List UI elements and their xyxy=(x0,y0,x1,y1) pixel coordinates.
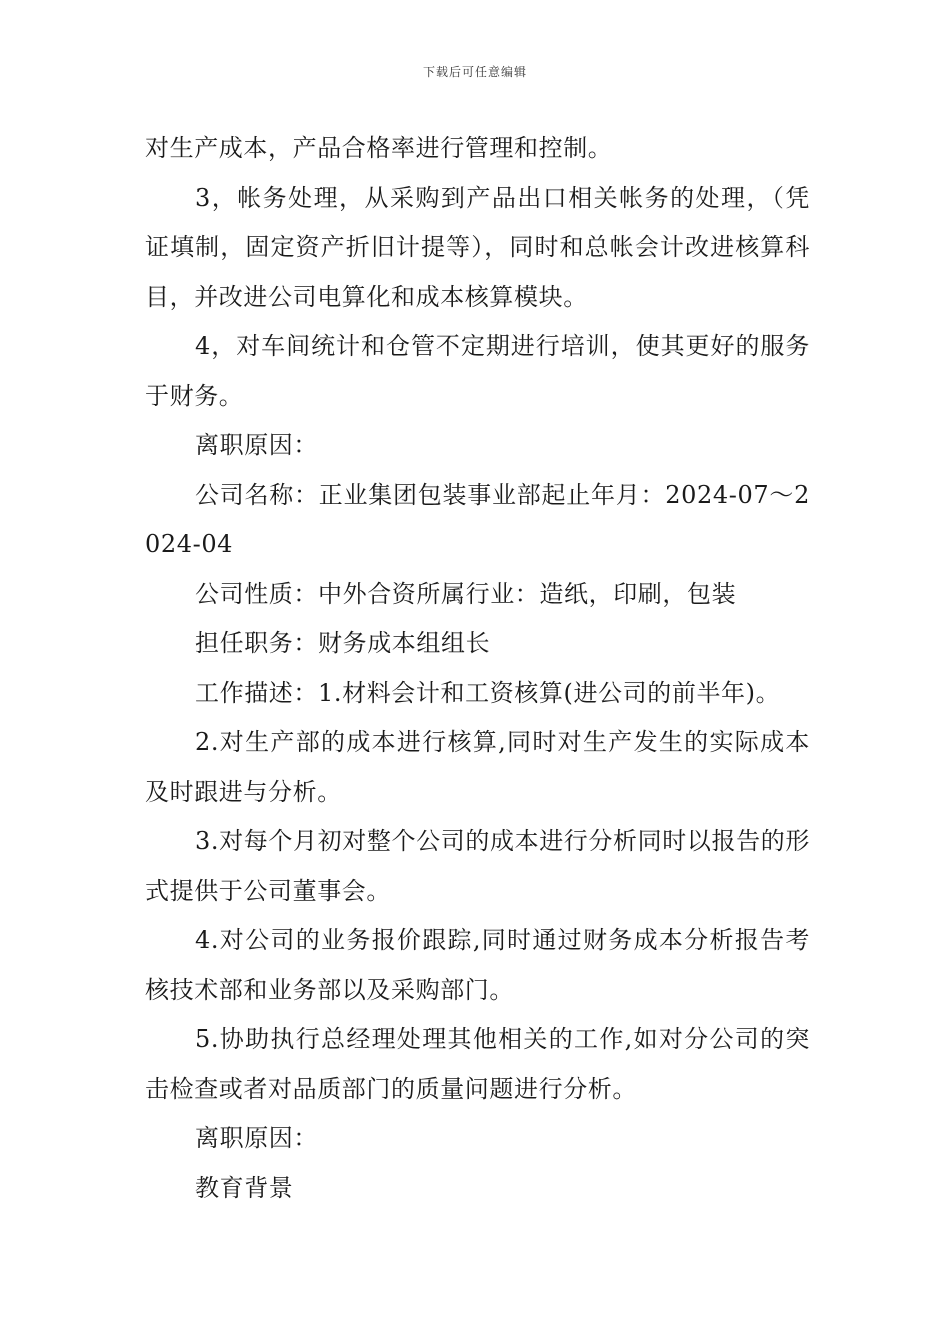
paragraph-position: 担任职务：财务成本组组长 xyxy=(195,629,491,657)
paragraph-company-nature: 公司性质：中外合资所属行业：造纸，印刷，包装 xyxy=(195,579,737,608)
paragraph-accounting: 3，帐务处理，从采购到产品出口相关帐务的处理，（凭证填制，固定资产折旧计提等），同时和总帐会计改进核算科目，并改进公司电算化和成本核算模块。 xyxy=(145,183,810,311)
page-header: 下载后可任意编辑 xyxy=(422,65,527,79)
paragraph-cost-control: 对生产成本，产品合格率进行管理和控制。 xyxy=(145,134,613,162)
document-body xyxy=(145,124,810,1213)
paragraph-leave-reason-2: 离职原因： xyxy=(195,1124,318,1152)
paragraph-company-name: 公司名称：正业集团包装事业部起止年月：2024-07～2024-04 xyxy=(145,480,810,558)
paragraph-training: 4，对车间统计和仓管不定期进行培训，使其更好的服务于财务。 xyxy=(145,332,810,410)
paragraph-job-description: 工作描述：1.材料会计和工资核算(进公司的前半年)。 xyxy=(195,678,781,707)
paragraph-duty-3: 3.对每个月初对整个公司的成本进行分析同时以报告的形式提供于公司董事会。 xyxy=(145,827,810,905)
paragraph-duty-5: 5.协助执行总经理处理其他相关的工作,如对分公司的突击检查或者对品质部门的质量问题进行分析。 xyxy=(145,1025,810,1103)
paragraph-duty-4: 4.对公司的业务报价跟踪,同时通过财务成本分析报告考核技术部和业务部以及采购部门。 xyxy=(145,926,810,1004)
paragraph-duty-2: 2.对生产部的成本进行核算,同时对生产发生的实际成本及时跟进与分析。 xyxy=(145,728,810,806)
section-heading-education: 教育背景 xyxy=(195,1173,294,1202)
paragraph-leave-reason-1: 离职原因： xyxy=(195,431,318,459)
